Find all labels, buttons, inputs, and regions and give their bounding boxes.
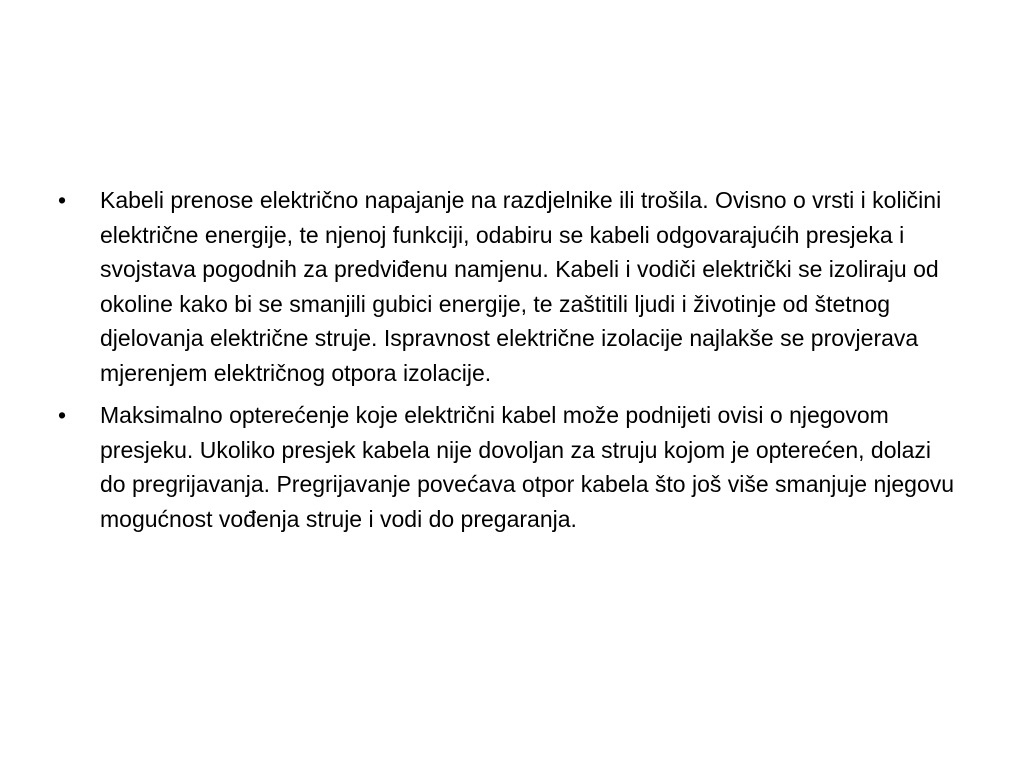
bullet-text-2: Maksimalno opterećenje koje električni kabel može podnijeti ovisi o njegovom presjeku. Ukoliko presjek kabela nije dovoljan za struju kojom je opterećen, dolazi do pregrijavanja. Pregrijavanje povećava otpor kabela što još više smanjuje njegovu mogućnost vođenja struje i vodi do pregaranja. <box>100 402 955 532</box>
bullet-text-1: Kabeli prenose električno napajanje na razdjelnike ili trošila. Ovisno o vrsti i količini električne energije, te njenoj funkciji, odabiru se kabeli odgovarajućih presjeka i svojstava pogodnih za predviđenu namjenu. Kabeli i vodiči električki se izoliraju od okoline kako bi se smanjili gubici energije, te zaštitili ljudi i životinje od štetnog djelovanja električne struje. Ispravnost električne izolacije najlakše se provjerava mjerenjem električnog otpora izolacije. <box>100 187 942 386</box>
slide-content <box>58 183 958 544</box>
bullet-item-2 <box>58 398 958 536</box>
bullet-marker: • <box>58 187 67 213</box>
bullet-marker: • <box>58 402 67 428</box>
bullet-list <box>58 183 958 536</box>
bullet-item-1 <box>58 183 958 390</box>
